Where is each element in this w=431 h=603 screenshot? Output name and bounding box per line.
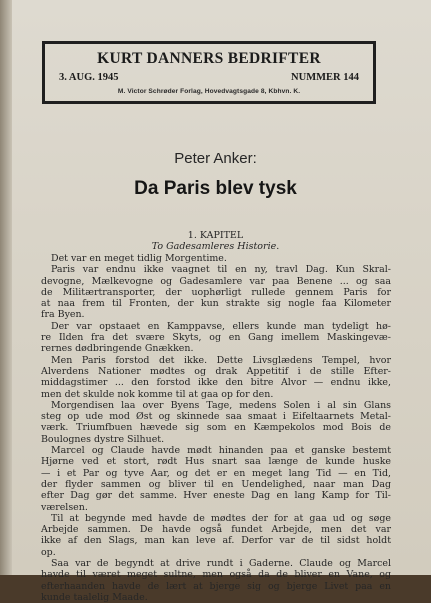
body-line: rernes dødbringende Gnækken.	[41, 343, 194, 355]
body-line: Saa var de begyndt at drive rundt i Gaderne. Claude og Marcel	[51, 558, 391, 570]
chapter-heading: 1. KAPITEL	[187, 230, 244, 241]
story-title: Da Paris blev tysk	[134, 178, 297, 199]
body-line: ikke af den Slags, man kan leve af. Derfor var de til sidst holdt	[41, 535, 391, 547]
body-line: Til at begynde med havde de mødtes der for at gaa ud og søge	[51, 512, 391, 524]
publisher-line: M. Victor Schrøder Forlag, Hovedvagtsgade 8, Kbhvn. K.	[117, 88, 301, 95]
page-spine-shadow	[0, 0, 12, 575]
body-line: Morgendisen laa over Byens Tage, medens Solen i al sin Glans	[51, 399, 391, 411]
story-author: Peter Anker:	[174, 150, 257, 167]
body-line: Marcel og Claude havde mødt hinanden paa et ganske bestemt	[51, 445, 391, 457]
body-line: kunde taalelig Maade.	[41, 591, 148, 603]
story-body	[41, 253, 391, 603]
body-line: fra Byen.	[41, 309, 85, 321]
body-line: Hjørne ved et stort, rødt Hus snart saa længe de kunde huske	[41, 456, 391, 468]
chapter-subtitle: To Gadesamleres Historie.	[151, 241, 280, 252]
body-line: Boulognes dystre Silhuet.	[41, 433, 165, 445]
issue-number: NUMMER 144	[291, 72, 359, 83]
masthead-box	[42, 41, 376, 104]
body-line: der flyder sammen og bliver til en Uendelighed, naar man Dag	[41, 478, 391, 490]
body-line: middagstimer ... den forstod ikke den bitre Alvor — endnu ikke,	[41, 377, 391, 389]
body-line: Alverdens Nationer mødtes og drak Appetitif i de stille Efter-	[41, 365, 391, 377]
body-line: Der var opstaaet en Kamppavse, ellers kunde man tydeligt hø-	[51, 320, 391, 332]
body-line: at naa frem til Fronten, der kun strakte sig nogle faa Kilometer	[41, 298, 391, 310]
body-line: de Militærtransporter, der uophørligt rullede gennem Paris for	[41, 286, 391, 298]
body-line: Arbejde sammen. De havde også fundet Arbejde, men det var	[41, 524, 391, 536]
body-line: efterhaanden havde de lært at bjerge sig og bjerge Livet paa en	[41, 580, 391, 592]
body-line: værelsen.	[41, 501, 88, 513]
body-line: værk. Triumfbuen hævede sig som en Kæmpekolos mod Bois de	[41, 422, 391, 434]
body-line: op.	[41, 546, 56, 558]
body-line: havde til været meget sultne, men også da de bliver en Vane, og	[41, 569, 391, 581]
body-line: re Ilden fra det svære Skyts, og en Gang imellem Maskingevæ-	[41, 332, 391, 344]
masthead-title: KURT DANNERS BEDRIFTER	[97, 50, 321, 67]
body-line: steg op ude mod Øst og skinnede saa smaat i Eifeltaarnets Metal-	[41, 411, 391, 423]
body-line: efter Dag gør det samme. Hver eneste Dag en lang Kamp for Til-	[41, 490, 391, 502]
body-line: men det skulde nok komme til at gaa op for den.	[41, 388, 274, 400]
body-line: Det var en meget tidlig Morgentime.	[51, 253, 227, 264]
body-line: — i et Par og tyve Aar, og det er en meget lang Tid — en Tid,	[41, 467, 391, 479]
body-line: devogne, Mælkevogne og Gadesamlere var paa Benene ... og saa	[41, 275, 391, 287]
issue-date: 3. AUG. 1945	[59, 72, 119, 83]
body-line: Paris var endnu ikke vaagnet til en ny, travl Dag. Kun Skral-	[51, 264, 391, 276]
body-line: Men Paris forstod det ikke. Dette Livsglædens Tempel, hvor	[51, 354, 391, 366]
